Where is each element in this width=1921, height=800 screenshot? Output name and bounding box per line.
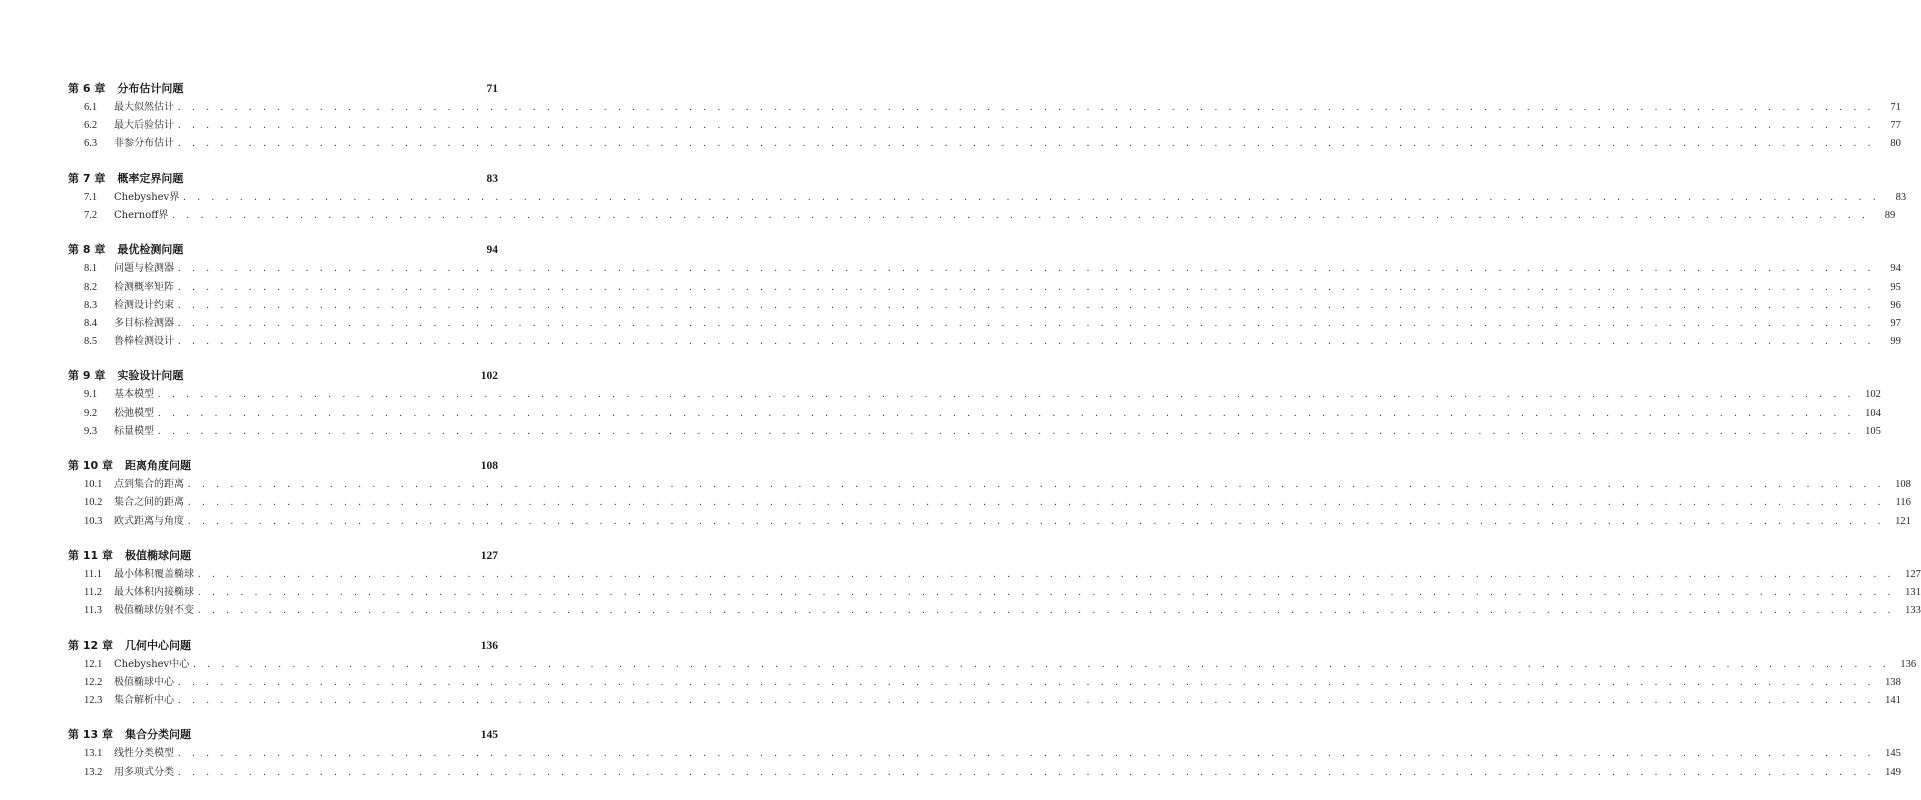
chapter-block: [68, 724, 1901, 781]
section-page-number: 99: [1890, 336, 1901, 348]
chapter-page-number: 94: [486, 244, 498, 257]
chapter-page-number: 145: [480, 729, 498, 742]
section-title: 极值椭球中心: [114, 676, 174, 688]
chapter-page-number: 136: [480, 639, 498, 652]
section-number: 7.1: [84, 191, 98, 203]
chapter-number: 第 6 章: [68, 82, 106, 95]
dot-leader: . . . . . . . . . . . . . . . . . . . . . . . . . . . . . . . . . . . . . . . . . . . . . . . . . . . . . . . . . . . . . . . . . . . . . . . . . . . . . . . . . . . . . . . . . . . . . . . . . . . . . . . . . . . . . . . . . . . . . . . .: [198, 587, 1895, 599]
section-page-number: 108: [1895, 479, 1911, 491]
section-number: 8.3: [84, 299, 98, 311]
section-title: 问题与检测器: [114, 263, 174, 275]
section-number: 11.2: [84, 587, 102, 599]
section-page-number: 95: [1890, 281, 1901, 293]
section-title: 集合之间的距离: [114, 497, 184, 509]
dot-leader: . . . . . . . . . . . . . . . . . . . . . . . . . . . . . . . . . . . . . . . . . . . . . . . . . . . . . . . . . . . . . . . . . . . . . . . . . . . . . . . . . . . . . . . . . . . . . . . . . . . . . . . . . . . . . . . . . . . . . . . .: [178, 676, 1875, 688]
chapter-title: 集合分类问题: [124, 728, 191, 742]
chapter-block: [68, 455, 1911, 531]
section-number: 13.2: [84, 766, 103, 778]
section-title: 检测概率矩阵: [114, 281, 174, 293]
dot-leader: . . . . . . . . . . . . . . . . . . . . . . . . . . . . . . . . . . . . . . . . . . . . . . . . . . . . . . . . . . . . . . . . . . . . . . . . . . . . . . . . . . . . . . . . . . . . . . . . . . . . . . . . . . . . . . . . . . . . . . . .: [188, 479, 1885, 491]
section-page-number: 149: [1885, 766, 1901, 778]
section-entry[interactable]: [68, 584, 1921, 602]
section-title: 集合解析中心: [114, 695, 174, 707]
chapter-page-number: 71: [486, 83, 498, 95]
section-title: 标量模型: [114, 425, 154, 437]
section-number: 13.1: [84, 748, 103, 760]
section-entry[interactable]: [68, 566, 1921, 584]
dot-leader: . . . . . . . . . . . . . . . . . . . . . . . . . . . . . . . . . . . . . . . . . . . . . . . . . . . . . . . . . . . . . . . . . . . . . . . . . . . . . . . . . . . . . . . . . . . . . . . . . . . . . . . . . . . . . . . . . . . . . . . .: [178, 748, 1875, 760]
chapter-title: 概率定界问题: [117, 171, 184, 185]
section-title: 最小体积覆盖椭球: [114, 568, 194, 580]
section-entry[interactable]: [68, 207, 1896, 225]
section-entry[interactable]: [68, 602, 1921, 620]
section-title: 最大后验估计: [114, 120, 174, 132]
chapter-page-number: 102: [480, 370, 498, 383]
dot-leader: . . . . . . . . . . . . . . . . . . . . . . . . . . . . . . . . . . . . . . . . . . . . . . . . . . . . . . . . . . . . . . . . . . . . . . . . . . . . . . . . . . . . . . . . . . . . . . . . . . . . . . . . . . . . . . . . . . . . . . . .: [198, 605, 1895, 617]
section-number: 8.1: [84, 263, 98, 275]
section-entry[interactable]: [68, 674, 1901, 692]
section-page-number: 96: [1890, 299, 1901, 311]
section-title: 线性分类模型: [114, 748, 174, 760]
dot-leader: . . . . . . . . . . . . . . . . . . . . . . . . . . . . . . . . . . . . . . . . . . . . . . . . . . . . . . . . . . . . . . . . . . . . . . . . . . . . . . . . . . . . . . . . . . . . . . . . . . . . . . . . . . . . . . . . . . . . . . . .: [178, 336, 1875, 348]
chapter-block: [68, 168, 1907, 225]
dot-leader: . . . . . . . . . . . . . . . . . . . . . . . . . . . . . . . . . . . . . . . . . . . . . . . . . . . . . . . . . . . . . . . . . . . . . . . . . . . . . . . . . . . . . . . . . . . . . . . . . . . . . . . . . . . . . . . . . . . . . . . .: [178, 263, 1875, 275]
section-page-number: 121: [1895, 515, 1911, 527]
chapter-block: [68, 635, 1917, 711]
chapter-number: 第 8 章: [68, 243, 106, 257]
section-page-number: 116: [1895, 497, 1911, 509]
chapter-heading[interactable]: [68, 455, 498, 476]
section-page-number: 104: [1865, 407, 1881, 419]
section-number: 8.4: [84, 317, 98, 329]
section-title: 最大似然估计: [114, 102, 174, 113]
section-number: 6.3: [84, 138, 98, 150]
chapter-number: 第 11 章: [68, 548, 113, 562]
section-page-number: 145: [1885, 748, 1901, 760]
section-page-number: 127: [1905, 568, 1921, 580]
section-page-number: 138: [1885, 676, 1901, 688]
chapter-title: 最优检测问题: [117, 243, 184, 257]
section-number: 9.1: [84, 389, 98, 401]
section-number: 12.3: [84, 695, 103, 707]
section-number: 9.2: [84, 407, 98, 419]
table-of-contents: [68, 78, 1921, 796]
section-number: 10.1: [84, 479, 103, 491]
chapter-title: 实验设计问题: [117, 369, 184, 383]
section-page-number: 141: [1885, 695, 1901, 707]
section-page-number: 77: [1890, 120, 1901, 132]
section-entry[interactable]: [68, 405, 1881, 423]
section-page-number: 94: [1890, 263, 1901, 275]
section-number: 6.1: [84, 102, 98, 113]
section-title: 检测设计约束: [114, 299, 174, 311]
section-number: 8.2: [84, 281, 98, 293]
section-number: 7.2: [84, 209, 98, 221]
section-entry[interactable]: [68, 692, 1901, 710]
section-page-number: 89: [1884, 209, 1896, 221]
section-page-number: 97: [1890, 317, 1901, 329]
section-entry[interactable]: [68, 333, 1901, 351]
dot-leader: . . . . . . . . . . . . . . . . . . . . . . . . . . . . . . . . . . . . . . . . . . . . . . . . . . . . . . . . . . . . . . . . . . . . . . . . . . . . . . . . . . . . . . . . . . . . . . . . . . . . . . . . . . . . . . . . . . . . . . . .: [178, 299, 1875, 311]
dot-leader: . . . . . . . . . . . . . . . . . . . . . . . . . . . . . . . . . . . . . . . . . . . . . . . . . . . . . . . . . . . . . . . . . . . . . . . . . . . . . . . . . . . . . . . . . . . . . . . . . . . . . . . . . . . . . . . . . . . . . . . .: [193, 658, 1891, 670]
section-title: 非参分布估计: [114, 138, 174, 150]
section-title: 多目标检测器: [114, 317, 174, 329]
chapter-title: 极值椭球问题: [124, 548, 191, 562]
chapter-title: 几何中心问题: [124, 638, 191, 652]
section-number: 8.5: [84, 336, 98, 348]
section-page-number: 102: [1865, 389, 1881, 401]
section-number: 9.3: [84, 425, 98, 437]
section-entry[interactable]: [68, 189, 1907, 207]
dot-leader: . . . . . . . . . . . . . . . . . . . . . . . . . . . . . . . . . . . . . . . . . . . . . . . . . . . . . . . . . . . . . . . . . . . . . . . . . . . . . . . . . . . . . . . . . . . . . . . . . . . . . . . . . . . . . . . . . . . . . . . .: [172, 209, 1870, 221]
section-title: 基本模型: [114, 389, 154, 401]
section-title: Chernoff界: [114, 209, 169, 221]
section-title: 极值椭球仿射不变: [114, 605, 194, 617]
section-entry[interactable]: [68, 476, 1911, 494]
section-page-number: 105: [1865, 425, 1881, 437]
section-entry[interactable]: [68, 513, 1911, 531]
section-entry[interactable]: [68, 423, 1881, 441]
section-page-number: 83: [1895, 191, 1907, 203]
section-title: Chebyshev中心: [114, 658, 190, 670]
chapter-heading[interactable]: [68, 78, 498, 99]
section-number: 12.2: [84, 676, 103, 688]
chapter-heading[interactable]: [68, 365, 498, 386]
chapter-heading[interactable]: [68, 635, 498, 656]
section-number: 11.3: [84, 605, 102, 617]
chapter-block: [68, 365, 1881, 441]
section-entry[interactable]: [68, 297, 1901, 315]
dot-leader: . . . . . . . . . . . . . . . . . . . . . . . . . . . . . . . . . . . . . . . . . . . . . . . . . . . . . . . . . . . . . . . . . . . . . . . . . . . . . . . . . . . . . . . . . . . . . . . . . . . . . . . . . . . . . . . . . . . . . . . .: [158, 389, 1855, 401]
dot-leader: . . . . . . . . . . . . . . . . . . . . . . . . . . . . . . . . . . . . . . . . . . . . . . . . . . . . . . . . . . . . . . . . . . . . . . . . . . . . . . . . . . . . . . . . . . . . . . . . . . . . . . . . . . . . . . . . . . . . . . . .: [198, 568, 1895, 580]
section-entry[interactable]: [68, 117, 1901, 135]
section-entry[interactable]: [68, 745, 1901, 763]
section-entry[interactable]: [68, 99, 1901, 117]
section-entry[interactable]: [68, 386, 1881, 404]
chapter-title: 分布估计问题: [117, 82, 184, 95]
section-entry[interactable]: [68, 315, 1901, 333]
section-title: 用多项式分类: [114, 766, 174, 778]
section-title: 最大体积内接椭球: [114, 587, 194, 599]
dot-leader: . . . . . . . . . . . . . . . . . . . . . . . . . . . . . . . . . . . . . . . . . . . . . . . . . . . . . . . . . . . . . . . . . . . . . . . . . . . . . . . . . . . . . . . . . . . . . . . . . . . . . . . . . . . . . . . . . . . . . . . .: [178, 281, 1875, 293]
dot-leader: . . . . . . . . . . . . . . . . . . . . . . . . . . . . . . . . . . . . . . . . . . . . . . . . . . . . . . . . . . . . . . . . . . . . . . . . . . . . . . . . . . . . . . . . . . . . . . . . . . . . . . . . . . . . . . . . . . . . . . . .: [178, 695, 1875, 707]
dot-leader: . . . . . . . . . . . . . . . . . . . . . . . . . . . . . . . . . . . . . . . . . . . . . . . . . . . . . . . . . . . . . . . . . . . . . . . . . . . . . . . . . . . . . . . . . . . . . . . . . . . . . . . . . . . . . . . . . . . . . . . .: [178, 317, 1875, 329]
dot-leader: . . . . . . . . . . . . . . . . . . . . . . . . . . . . . . . . . . . . . . . . . . . . . . . . . . . . . . . . . . . . . . . . . . . . . . . . . . . . . . . . . . . . . . . . . . . . . . . . . . . . . . . . . . . . . . . . . . . . . . . .: [188, 497, 1885, 509]
chapter-number: 第 13 章: [68, 728, 113, 742]
chapter-number: 第 12 章: [68, 638, 113, 652]
chapter-page-number: 83: [486, 172, 498, 185]
chapter-heading[interactable]: [68, 724, 498, 745]
dot-leader: . . . . . . . . . . . . . . . . . . . . . . . . . . . . . . . . . . . . . . . . . . . . . . . . . . . . . . . . . . . . . . . . . . . . . . . . . . . . . . . . . . . . . . . . . . . . . . . . . . . . . . . . . . . . . . . . . . . . . . . .: [158, 407, 1855, 419]
section-number: 10.3: [84, 515, 103, 527]
dot-leader: . . . . . . . . . . . . . . . . . . . . . . . . . . . . . . . . . . . . . . . . . . . . . . . . . . . . . . . . . . . . . . . . . . . . . . . . . . . . . . . . . . . . . . . . . . . . . . . . . . . . . . . . . . . . . . . . . . . . . . . .: [178, 138, 1875, 150]
section-page-number: 131: [1905, 587, 1921, 599]
chapter-heading[interactable]: [68, 545, 498, 566]
chapter-page-number: 108: [480, 460, 498, 473]
dot-leader: . . . . . . . . . . . . . . . . . . . . . . . . . . . . . . . . . . . . . . . . . . . . . . . . . . . . . . . . . . . . . . . . . . . . . . . . . . . . . . . . . . . . . . . . . . . . . . . . . . . . . . . . . . . . . . . . . . . . . . . .: [178, 766, 1875, 778]
dot-leader: . . . . . . . . . . . . . . . . . . . . . . . . . . . . . . . . . . . . . . . . . . . . . . . . . . . . . . . . . . . . . . . . . . . . . . . . . . . . . . . . . . . . . . . . . . . . . . . . . . . . . . . . . . . . . . . . . . . . . . . .: [183, 191, 1881, 203]
chapter-page-number: 127: [480, 549, 498, 562]
section-entry[interactable]: [68, 494, 1911, 512]
chapter-heading[interactable]: [68, 239, 498, 260]
chapter-number: 第 9 章: [68, 369, 106, 383]
section-title: 欧式距离与角度: [114, 515, 184, 527]
section-number: 12.1: [84, 658, 103, 670]
section-page-number: 133: [1905, 605, 1921, 617]
section-title: 松弛模型: [114, 407, 154, 419]
section-title: 点到集合的距离: [114, 479, 184, 491]
dot-leader: . . . . . . . . . . . . . . . . . . . . . . . . . . . . . . . . . . . . . . . . . . . . . . . . . . . . . . . . . . . . . . . . . . . . . . . . . . . . . . . . . . . . . . . . . . . . . . . . . . . . . . . . . . . . . . . . . . . . . . . .: [178, 120, 1875, 132]
section-page-number: 71: [1890, 102, 1901, 113]
section-page-number: 80: [1890, 138, 1901, 150]
section-title: 鲁棒检测设计: [114, 336, 174, 348]
section-page-number: 136: [1900, 658, 1917, 670]
section-entry[interactable]: [68, 764, 1901, 782]
chapter-block: [68, 78, 1901, 154]
section-title: Chebyshev界: [114, 191, 180, 203]
chapter-title: 距离角度问题: [124, 459, 191, 473]
section-entry[interactable]: [68, 135, 1901, 153]
section-number: 6.2: [84, 120, 98, 132]
chapter-block: [68, 545, 1921, 621]
chapter-number: 第 10 章: [68, 459, 113, 473]
chapter-block: [68, 239, 1901, 351]
dot-leader: . . . . . . . . . . . . . . . . . . . . . . . . . . . . . . . . . . . . . . . . . . . . . . . . . . . . . . . . . . . . . . . . . . . . . . . . . . . . . . . . . . . . . . . . . . . . . . . . . . . . . . . . . . . . . . . . . . . . . . . .: [158, 425, 1855, 437]
chapter-number: 第 7 章: [68, 171, 106, 185]
dot-leader: . . . . . . . . . . . . . . . . . . . . . . . . . . . . . . . . . . . . . . . . . . . . . . . . . . . . . . . . . . . . . . . . . . . . . . . . . . . . . . . . . . . . . . . . . . . . . . . . . . . . . . . . . . . . . . . . . . . . . . . .: [178, 102, 1875, 113]
chapter-heading[interactable]: [68, 168, 498, 189]
section-entry[interactable]: [68, 260, 1901, 278]
dot-leader: . . . . . . . . . . . . . . . . . . . . . . . . . . . . . . . . . . . . . . . . . . . . . . . . . . . . . . . . . . . . . . . . . . . . . . . . . . . . . . . . . . . . . . . . . . . . . . . . . . . . . . . . . . . . . . . . . . . . . . . .: [188, 515, 1885, 527]
section-number: 11.1: [84, 568, 102, 580]
section-entry[interactable]: [68, 656, 1917, 674]
section-number: 10.2: [84, 497, 103, 509]
section-entry[interactable]: [68, 279, 1901, 297]
